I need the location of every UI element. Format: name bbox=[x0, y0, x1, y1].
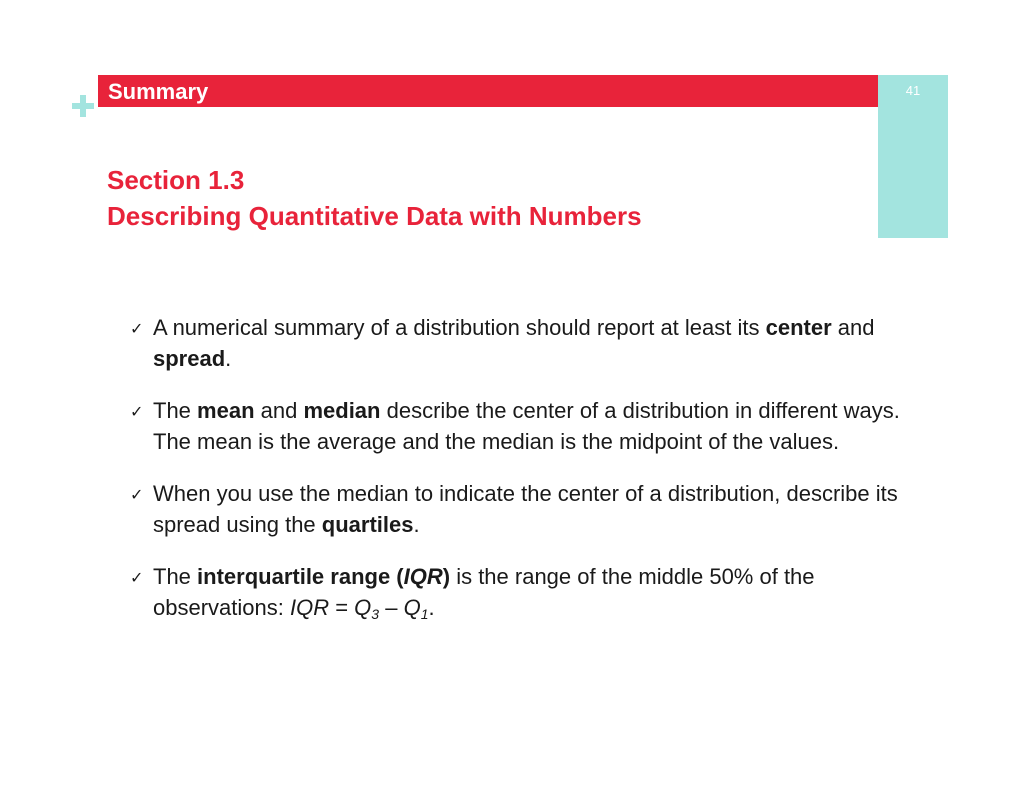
side-panel bbox=[878, 75, 948, 238]
slide-title: Summary bbox=[108, 79, 209, 104]
section-heading bbox=[107, 162, 642, 234]
checkmark-icon: ✓ bbox=[130, 485, 144, 504]
bullet-list bbox=[130, 312, 940, 623]
checkmark-icon: ✓ bbox=[130, 402, 144, 421]
list-item: ✓ When you use the median to indicate the center of a distribution, describe its spread using the quartiles. bbox=[130, 481, 898, 537]
section-number: Section 1.3 bbox=[107, 165, 245, 195]
header-bar bbox=[98, 75, 878, 107]
list-item: ✓ A numerical summary of a distribution should report at least its center and spread. bbox=[130, 315, 875, 371]
page-number: 41 bbox=[905, 83, 921, 98]
list-item: ✓ The interquartile range (IQR) is the range of the middle 50% of the observations: IQR = $Q_3 - Q_1$. bbox=[130, 564, 815, 622]
checkmark-icon: ✓ bbox=[130, 568, 144, 587]
section-title: Describing Quantitative Data with Numbers bbox=[107, 201, 642, 231]
list-item: ✓ The mean and median describe the center of a distribution in different ways. The mean is the average and the median is the midpoint of the values. bbox=[130, 398, 900, 454]
plus-icon bbox=[70, 93, 96, 119]
checkmark-icon: ✓ bbox=[130, 319, 144, 338]
